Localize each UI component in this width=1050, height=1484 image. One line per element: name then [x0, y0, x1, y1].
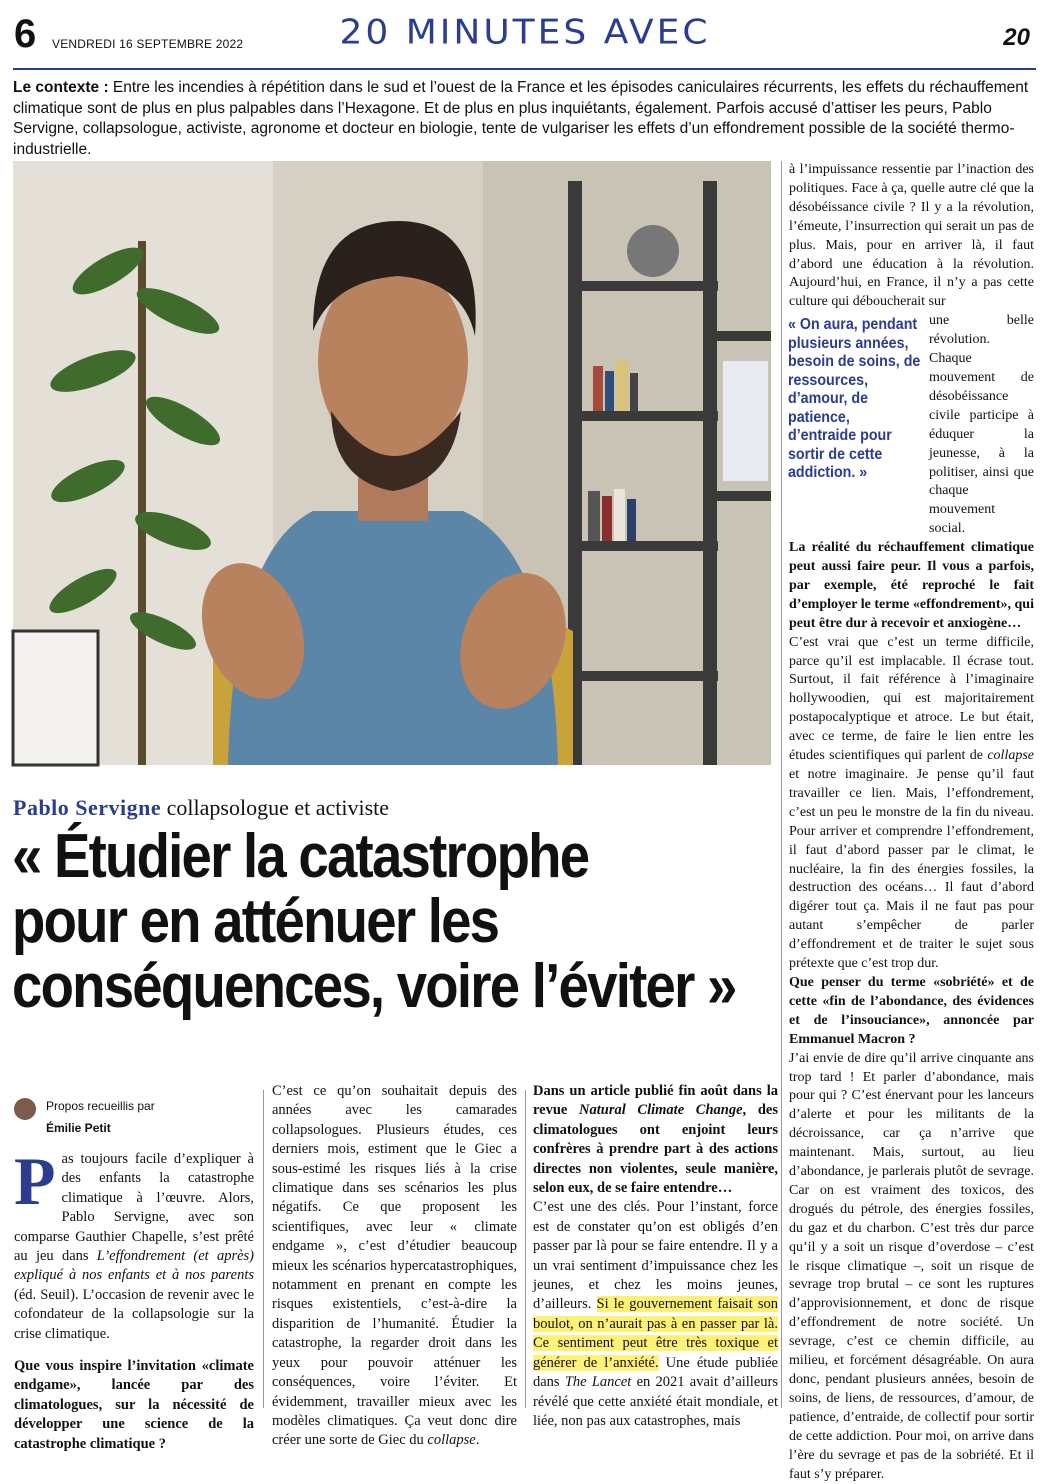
brand-logo: 20: [1003, 24, 1030, 51]
photo-illustration: [13, 161, 771, 765]
question-4: Que penser du terme «sobriété» et de cette «fin de l’abondance, des évidences et de l’insouciance», annoncée par Emmanuel Macron ?: [789, 974, 1034, 1047]
column-divider: [263, 1090, 264, 1408]
headline-line: conséquences, voire l’éviter »: [12, 952, 736, 1021]
context-text: Entre les incendies à répétition dans le sud et l’ouest de la France et les épisodes caniculaires récurrents, les effets du réchauffement climatique sont de plus en plus palpables dans l’Hexagone. Et de plus en plus inquiétants, également. Parfois accusé d’attiser les peurs, Pablo Servigne, collapsologue, activiste, agronome et docteur en biologie, tente de vulgariser les effets d’un effondrement possible de la société thermo-industrielle.: [13, 79, 1029, 158]
answer-3: C’est vrai que c’est un terme difficile, parce qu’il est implacable. Il écrase tout. Surtout, il fait référence à l’imaginaire hollywoodien, qui est majoritairement postapocalyptique et atroce. Le but était, avec ce terme, de faire le lien entre les études scientifiques qui parlent de collapse et notre imaginaire. Je pense qu’il faut travailler ce lien. Mais, l’effondrement, c’est un peu le monstre de la fin du niveau. Pour arriver et comprendre l’effondrement, il faut d’abord passer par le climat, le nucléaire, la fin des énergies fossiles, la destruction des océans… Il faut d’abord digérer tout ça. Mais il ne faut pas pour autant s’empêcher de parler d’effondrement et de traiter le sujet sous prétexte que c’est trop dur.: [789, 634, 1034, 972]
article-column-3: [533, 1082, 778, 1431]
page-number: 6: [14, 12, 37, 56]
drop-cap: P: [14, 1143, 56, 1219]
headline: [12, 822, 736, 1021]
question-3: La réalité du réchauffement climatique peut aussi faire peur. Il vous a parfois, par exemple, été reproché le fait d’employer le terme «effondrement», qui peut être dur à recevoir et anxiogène…: [789, 540, 1034, 631]
page-header: [0, 0, 1050, 70]
caption-text: Pablo Servigne vient de sortir un livre à destination des enfants.: [601, 848, 758, 896]
headline-line: « Étudier la catastrophe: [12, 822, 589, 891]
answer-1: C’est ce qu’on souhaitait depuis des années avec les camarades collapsologues. Plusieurs études, ces derniers mois, estiment que le Giec a sous-estimé les risques liés à la crise climatique dans ses scénarios les plus négatifs. Ce que proposent les scientifiques, avec leur « climate endgame », c’est d’étudier beaucoup mieux les scénarios hypercatastrophiques, notamment en prenant en compte les risques existentiels, c’est-à-dire la disparition de l’humanité. Étudier la catastrophe, la regarder droit dans les yeux pour pouvoir atténuer les conséquences, voire l’éviter. Et évidemment, travailler mieux avec les modèles climatiques. Ça veut donc dire créer une sorte de Giec du collapse.: [272, 1083, 517, 1449]
answer-2: C’est une des clés. Pour l’instant, force est de constater qu’on est obligés d’en passer par là pour se faire entendre. Il y a un vrai sentiment d’impuissance chez les jeunes, et chez les moins jeunes, d’ailleurs. Si le gouvernement faisait son boulot, on n’aurait pas à en passer par là. Ce sentiment peut être très toxique et générer de l’anxiété. Une étude publiée dans The Lancet en 2021 avait d’ailleurs révélé que cette anxiété était mondiale, et liée, non pas aux catastrophes, mais: [533, 1199, 778, 1429]
subject-name: Pablo Servigne: [13, 795, 162, 820]
journal-lancet: The Lancet: [564, 1374, 632, 1391]
pull-quote: « On aura, pendant plusieurs années, besoin de soins, de ressources, d’amour, de patience, d’entraide pour sortir de cette addiction. »: [788, 316, 921, 481]
article-column-1: [14, 1143, 255, 1454]
article-column-2: [272, 1082, 517, 1451]
column-divider: [525, 1090, 526, 1408]
photo-credit: É. Petit / 20 Minutes: [601, 901, 695, 913]
highlighted-quote: Si le gouvernement faisait son boulot, on n’aurait pas à en passer par là. Ce sentiment peut être très toxique et générer de l’anxiété.: [533, 1296, 778, 1371]
context-box: [13, 78, 1036, 160]
answer-4: J’ai envie de dire qu’il arrive cinquante ans trop tard ! Et parler d’abondance, mais pour qui ? C’est énervant pour les lanceurs d’alerte et pour les militants de la décroissance, car ça n’arrive que maintenant. Mais, surtout, au lieu d’abondance, je parlerais plutôt de sevrage. Car on est vraiment des toxicos, des drogués du pétrole, des énergies fossiles, du gaz et du charbon. C’est très dur parce qu’il y a soit un risque d’overdose – c’est le risque climatique –, soit un risque de sevrage trop brutal – ce sont les ruptures d’approvisionnement, et donc de risque d’effondrement de notre société. Un sevrage, c’est ce chemin difficile, au milieu, et forcément désagréable. On aura donc, pendant plusieurs années, besoin de soins, de liens, de ressources, d’amour, de patience, d’entraide, de collectif pour sortir de cette addiction. Pour moi, on arrive dans l’ère du sevrage et pas de la sobriété. Et il faut s’y préparer.: [789, 1050, 1034, 1482]
column-divider: [781, 161, 782, 1408]
answer-2-end: une belle révolution. Chaque mouvement de désobéissance civile participe à éduquer la jeunesse, à la politiser, ainsi que chaque mouvement social.: [929, 313, 1034, 537]
book-title: L’effondrement (et après) expliqué à nos enfants et à nos parents: [14, 1248, 255, 1284]
term-collapse: collapse: [427, 1432, 476, 1449]
answer-2-continued: à l’impuissance ressentie par l’inaction des politiques. Face à ça, quelle autre clé que la désobéissance civile ? Il y a la révolution, l’émeute, l’insurrection qui serait un pas de plus. Mais, pour en arriver là, il faut d’abord une éducation à la révolution. Aujourd’hui, en France, il n’y a pas cette culture qui déboucherait sur: [789, 162, 1034, 310]
intro-paragraph: Pas toujours facile d’expliquer à des enfants la catastrophe climatique à l’œuvre. Alors, Pablo Servigne, avec son comparse Gauthier Chapelle, s’est prêté au jeu dans L’effondrement (et après) expliqué à nos enfants et à nos parents (éd. Seuil). L’occasion de revenir avec le cofondateur de la collapsologie sur la crise climatique.: [14, 1143, 255, 1342]
subject-role: collapsologue et activiste: [166, 795, 390, 820]
author-credit: [14, 1098, 155, 1136]
header-rule: [13, 68, 1036, 70]
author-label: Propos recueillis par: [46, 1099, 155, 1113]
context-label: Le contexte :: [13, 79, 109, 96]
section-title: 20 MINUTES AVEC: [339, 13, 711, 52]
term-collapse: collapse: [987, 748, 1034, 764]
question-2: Dans un article publié fin août dans la revue Natural Climate Change, des climatologues ont enjoint leurs confrères à prendre part à des actions directes non violentes, seule manière, selon eux, de se faire entendre…: [533, 1083, 778, 1197]
subject-byline: [13, 795, 389, 821]
author-avatar: [14, 1098, 36, 1120]
issue-date: VENDREDI 16 SEPTEMBRE 2022: [52, 37, 244, 51]
author-name: Émilie Petit: [46, 1121, 111, 1135]
journal-title: Natural Climate Change: [579, 1102, 743, 1119]
headline-line: pour en atténuer les: [12, 887, 499, 956]
question-1: Que vous inspire l’invitation «climate endgame», lancée par des climatologues, sur la nécessité de développer une science de la catastrophe climatique ?: [14, 1358, 254, 1452]
